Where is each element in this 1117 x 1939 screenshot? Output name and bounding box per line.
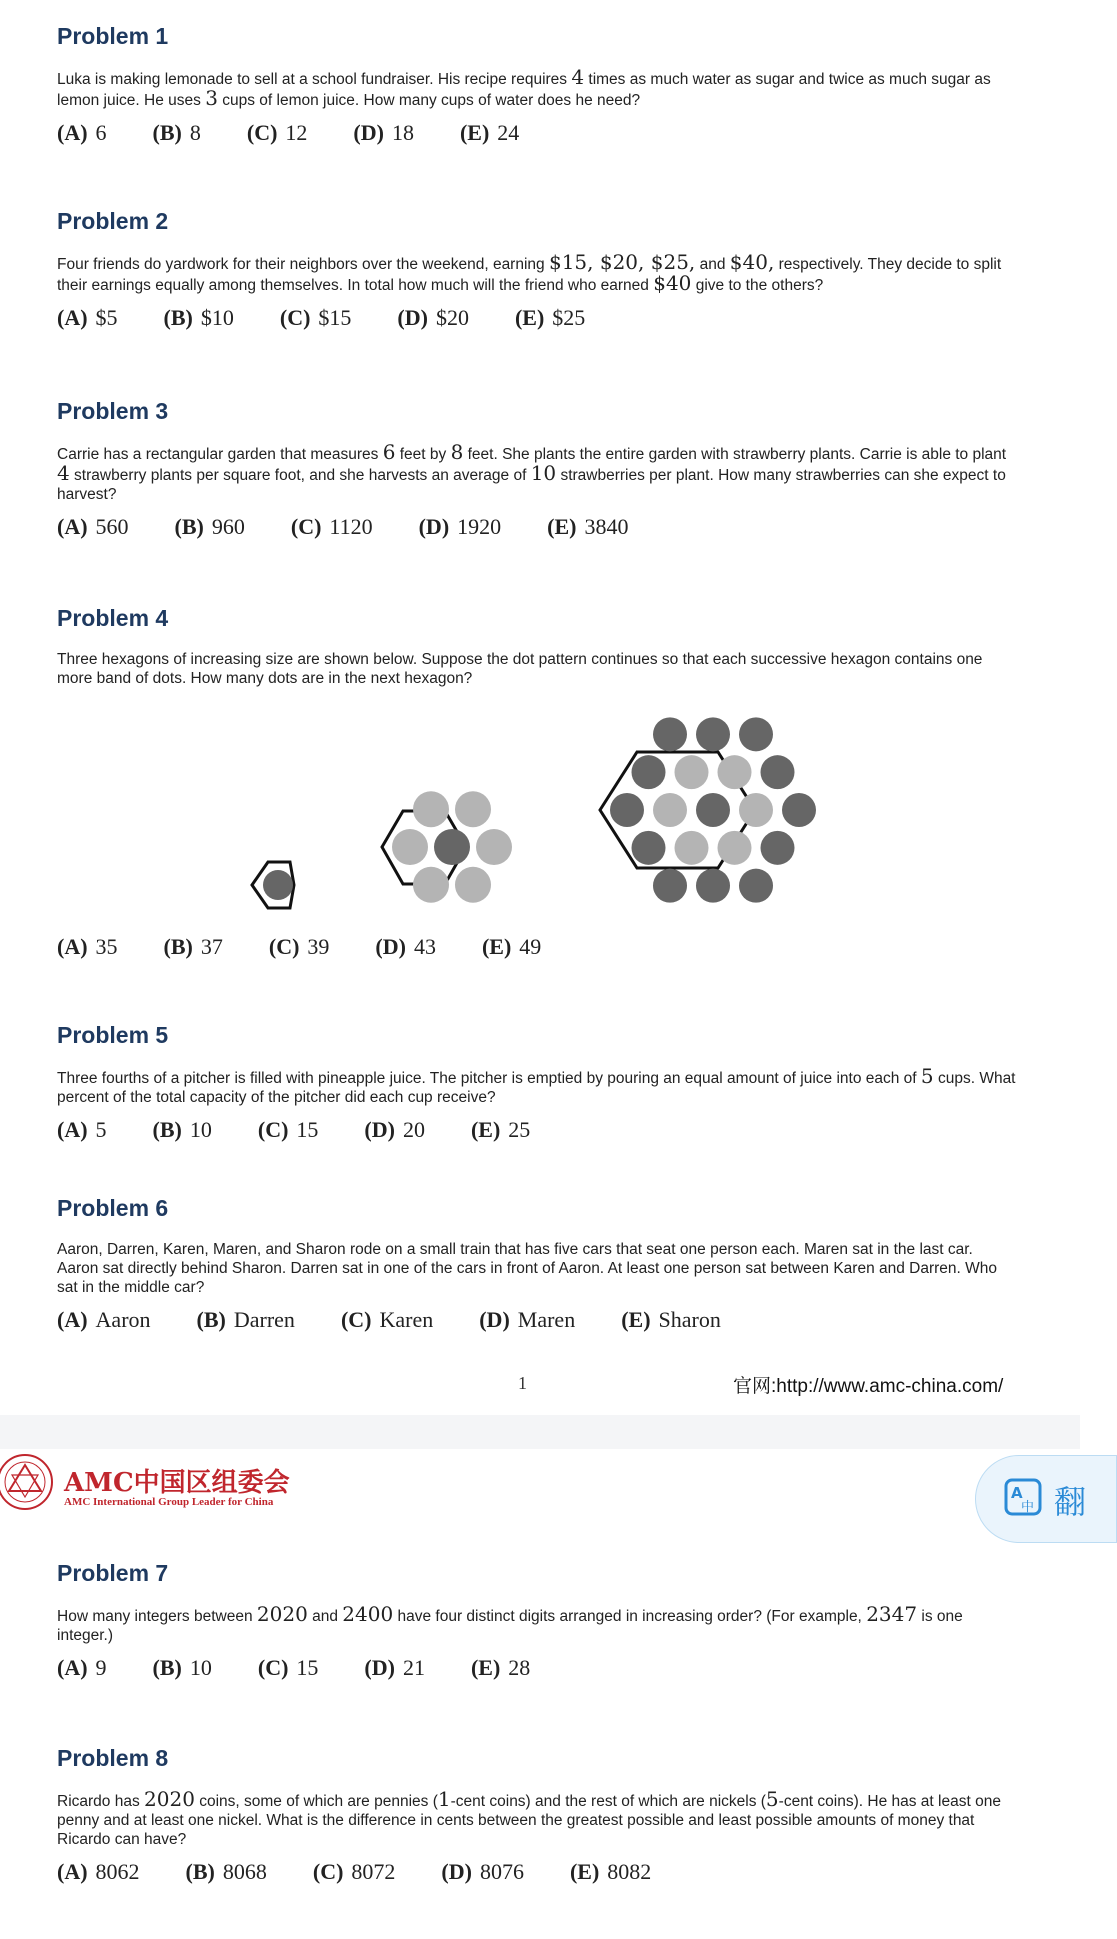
- math-value: 2020: [256, 1602, 308, 1626]
- choice-letter: (A): [57, 1117, 88, 1142]
- answer-choice[interactable]: [164, 305, 234, 331]
- choice-letter: (A): [57, 934, 88, 959]
- choice-value: 35: [95, 934, 118, 959]
- answer-choice[interactable]: [197, 1307, 295, 1333]
- choice-letter: (D): [397, 305, 428, 330]
- math-value: $40: [653, 271, 692, 295]
- answer-choice[interactable]: [247, 120, 308, 146]
- problem-text: Three fourths of a pitcher is filled with pineapple juice. The pitcher is emptied by pouring an equal amount of juice into each of 5 cups. What percent of the total capacity of the pitcher did each cup receive?: [57, 1064, 1016, 1106]
- choice-value: Sharon: [658, 1307, 721, 1332]
- choice-letter: (D): [364, 1655, 395, 1680]
- answer-choice[interactable]: [269, 934, 330, 960]
- choice-value: 49: [519, 934, 542, 959]
- choice-value: 1120: [329, 514, 373, 539]
- choice-letter: (E): [621, 1307, 651, 1332]
- problem-title: Problem 3: [57, 398, 169, 424]
- problem-4-choices: [57, 934, 1017, 960]
- answer-choices: [57, 1307, 1017, 1333]
- choice-value: 8068: [222, 1859, 267, 1884]
- answer-choice[interactable]: [258, 1655, 319, 1681]
- answer-choice[interactable]: [547, 514, 628, 540]
- problem-4: [57, 604, 1017, 688]
- choice-letter: (B): [152, 1655, 182, 1680]
- choice-value: 6: [95, 120, 107, 145]
- answer-choice[interactable]: [460, 120, 519, 146]
- answer-choice[interactable]: [175, 514, 245, 540]
- problem-title: Problem 8: [57, 1745, 169, 1771]
- problem-3: [57, 397, 1017, 540]
- answer-choice[interactable]: [57, 934, 118, 960]
- answer-choice[interactable]: [375, 934, 436, 960]
- choice-value: 39: [307, 934, 330, 959]
- choice-value: Aaron: [95, 1307, 151, 1332]
- choice-letter: (A): [57, 305, 88, 330]
- choice-letter: (B): [174, 514, 204, 539]
- problem-1: [57, 22, 1017, 146]
- choice-letter: (E): [459, 120, 490, 145]
- math-value: 3: [205, 86, 218, 110]
- problem-title: Problem 6: [57, 1195, 169, 1221]
- answer-choice[interactable]: [57, 1859, 140, 1885]
- answer-choice[interactable]: [57, 1655, 107, 1681]
- answer-choice[interactable]: [364, 1655, 425, 1681]
- choice-letter: (C): [268, 934, 300, 959]
- problem-8: [57, 1744, 1017, 1885]
- problem-title: Problem 5: [57, 1022, 169, 1048]
- choice-value: 15: [296, 1117, 319, 1142]
- page-number: 1: [518, 1373, 527, 1393]
- choice-letter: (C): [279, 305, 311, 330]
- translate-button[interactable]: [975, 1455, 1117, 1543]
- math-value: 5: [765, 1787, 779, 1811]
- math-value: 2400: [342, 1602, 394, 1626]
- problem-text: How many integers between 2020 and 2400 have four distinct digits arranged in increasing order? (For example, 2347 is one integer.): [57, 1602, 963, 1644]
- choice-value: 10: [189, 1117, 212, 1142]
- choice-value: $10: [200, 305, 234, 330]
- math-value: 10: [530, 461, 557, 485]
- choice-letter: (E): [470, 1655, 501, 1680]
- choice-letter: (C): [246, 120, 278, 145]
- choice-letter: (B): [185, 1859, 215, 1884]
- answer-choices: [57, 1655, 1017, 1681]
- answer-choices: [57, 934, 1017, 960]
- logo-title: AMC中国区组委会: [64, 1468, 290, 1498]
- problem-6: [57, 1194, 1017, 1333]
- answer-choice[interactable]: [570, 1859, 651, 1885]
- choice-value: 8082: [607, 1859, 652, 1884]
- answer-choices: [57, 120, 1017, 146]
- answer-choice[interactable]: [164, 934, 223, 960]
- problem-text: Four friends do yardwork for their neighbors over the weekend, earning $15, $20, $25, and $40, respectively. They decide to split their earnings equally among themselves. In total how much will the friend who earned $40 give to the others?: [57, 250, 1002, 295]
- problem-7: [57, 1559, 1017, 1681]
- choice-letter: (D): [479, 1307, 510, 1332]
- choice-letter: (D): [441, 1859, 472, 1884]
- math-value: 6: [382, 440, 396, 464]
- choice-letter: (E): [569, 1859, 600, 1884]
- choice-value: 24: [497, 120, 520, 145]
- choice-letter: (C): [257, 1117, 289, 1142]
- choice-value: 25: [508, 1117, 531, 1142]
- problem-2: [57, 207, 1017, 331]
- answer-choice[interactable]: [280, 305, 352, 331]
- choice-value: $15: [318, 305, 352, 330]
- choice-letter: (B): [163, 305, 193, 330]
- hexagon-medium: [382, 811, 466, 884]
- answer-choice[interactable]: [482, 934, 541, 960]
- answer-choice[interactable]: [153, 1655, 212, 1681]
- math-value: $40,: [729, 250, 775, 274]
- translate-icon[interactable]: [1004, 1478, 1042, 1516]
- choice-value: 8062: [95, 1859, 140, 1884]
- answer-choice[interactable]: [57, 1307, 151, 1333]
- answer-choices: [57, 1859, 1017, 1885]
- page-gap: [0, 1415, 1080, 1449]
- answer-choice[interactable]: [471, 1117, 530, 1143]
- answer-choice[interactable]: [153, 120, 201, 146]
- problem-text: Ricardo has 2020 coins, some of which are pennies (1-cent coins) and the rest of which are nickels (5-cent coins). He has at least one penny and at least one nickel. What is the difference in cents between the greatest possible and least possible amounts of money that Ricardo can have?: [57, 1787, 1001, 1848]
- choice-letter: (D): [364, 1117, 395, 1142]
- answer-choices: [57, 305, 1017, 331]
- choice-letter: (D): [353, 120, 384, 145]
- choice-letter: (B): [163, 934, 193, 959]
- answer-choice[interactable]: [291, 514, 373, 540]
- choice-letter: (A): [57, 1307, 88, 1332]
- answer-choice[interactable]: [153, 1117, 212, 1143]
- choice-value: 9: [95, 1655, 107, 1680]
- math-value: 8: [450, 440, 464, 464]
- answer-choice[interactable]: [57, 120, 107, 146]
- svg-text:A: A: [1011, 1484, 1023, 1502]
- choice-value: 12: [285, 120, 308, 145]
- answer-choice[interactable]: [364, 1117, 425, 1143]
- math-value: 4: [57, 461, 70, 485]
- choice-letter: (C): [340, 1307, 372, 1332]
- choice-letter: (E): [547, 514, 577, 539]
- choice-value: Karen: [379, 1307, 434, 1332]
- choice-value: 20: [402, 1117, 425, 1142]
- answer-choice[interactable]: [313, 1859, 396, 1885]
- choice-value: 8072: [351, 1859, 396, 1884]
- choice-letter: (E): [514, 305, 545, 330]
- choice-value: 43: [413, 934, 436, 959]
- problem-text: Carrie has a rectangular garden that measures 6 feet by 8 feet. She plants the entire garden with strawberry plants. Carrie is able to plant 4 strawberry plants per square foot, and she harvests an average of 10 strawberries per plant. How many strawberries can she expect to harvest?: [57, 440, 1007, 503]
- choice-value: Darren: [233, 1307, 295, 1332]
- answer-choice[interactable]: [441, 1859, 524, 1885]
- choice-value: 37: [200, 934, 223, 959]
- choice-letter: (B): [152, 1117, 182, 1142]
- choice-value: $20: [435, 305, 469, 330]
- answer-choice[interactable]: [515, 305, 585, 331]
- math-value: 2347: [866, 1602, 918, 1626]
- choice-value: Maren: [517, 1307, 576, 1332]
- choice-letter: (B): [196, 1307, 226, 1332]
- answer-choice[interactable]: [341, 1307, 433, 1333]
- math-value: 1: [437, 1787, 451, 1811]
- problem-text: Aaron, Darren, Karen, Maren, and Sharon rode on a small train that has five cars that seat one person each. Maren sat in the last car. Aaron sat directly behind Sharon. Darren sat in one of the cars in front of Aaron. At least one person sat between Karen and Darren. Who sat in the middle car?: [57, 1241, 998, 1296]
- choice-value: 560: [95, 514, 129, 539]
- website-link[interactable]: 官网:http://www.amc-china.com/: [733, 1376, 1004, 1397]
- answer-choice[interactable]: [57, 305, 118, 331]
- hexagon-large: [600, 752, 755, 868]
- choice-value: 8076: [479, 1859, 524, 1884]
- choice-value: $5: [95, 305, 118, 330]
- answer-choice[interactable]: [397, 305, 469, 331]
- problem-text: Three hexagons of increasing size are shown below. Suppose the dot pattern continues so that each successive hexagon contains one more band of dots. How many dots are in the next hexagon?: [57, 651, 983, 687]
- problem-5: [57, 1021, 1017, 1143]
- choice-value: 8: [189, 120, 201, 145]
- choice-letter: (B): [152, 120, 182, 145]
- answer-choice[interactable]: [57, 514, 129, 540]
- choice-letter: (E): [470, 1117, 501, 1142]
- choice-value: 10: [189, 1655, 212, 1680]
- choice-value: 3840: [584, 514, 629, 539]
- answer-choices: [57, 514, 1017, 540]
- choice-letter: (A): [57, 1859, 88, 1884]
- svg-text:中: 中: [1021, 1500, 1035, 1515]
- choice-letter: (D): [418, 514, 450, 539]
- logo-subtitle: AMC International Group Leader for China: [64, 1496, 274, 1508]
- choice-letter: (A): [57, 514, 88, 539]
- math-value: 4: [571, 65, 585, 89]
- translate-label[interactable]: 翻: [1054, 1483, 1087, 1521]
- problem-title: Problem 2: [57, 208, 169, 234]
- choice-letter: (E): [481, 934, 512, 959]
- problem-title: Problem 4: [57, 605, 169, 631]
- answer-choice[interactable]: [57, 1117, 107, 1143]
- hexagon-dot-figure: [240, 705, 840, 915]
- answer-choice[interactable]: [419, 514, 502, 540]
- choice-letter: (A): [57, 120, 88, 145]
- choice-letter: (C): [290, 514, 322, 539]
- answer-choice[interactable]: [479, 1307, 575, 1333]
- answer-choice[interactable]: [621, 1307, 721, 1333]
- choice-value: 960: [211, 514, 245, 539]
- answer-choice[interactable]: [353, 120, 414, 146]
- answer-choice[interactable]: [186, 1859, 267, 1885]
- problem-title: Problem 1: [57, 23, 169, 49]
- math-value: 2020: [144, 1787, 195, 1811]
- problem-title: Problem 7: [57, 1560, 169, 1586]
- choice-value: 18: [391, 120, 414, 145]
- choice-letter: (C): [257, 1655, 289, 1680]
- answer-choices: [57, 1117, 1017, 1143]
- choice-value: 28: [508, 1655, 531, 1680]
- choice-value: 21: [402, 1655, 425, 1680]
- choice-letter: (A): [57, 1655, 88, 1680]
- math-value: $15, $20, $25,: [548, 250, 696, 274]
- answer-choice[interactable]: [471, 1655, 530, 1681]
- choice-value: $25: [552, 305, 586, 330]
- choice-value: 1920: [457, 514, 502, 539]
- choice-value: 5: [95, 1117, 107, 1142]
- choice-value: 15: [296, 1655, 319, 1680]
- math-value: 5: [920, 1064, 934, 1088]
- answer-choice[interactable]: [258, 1117, 319, 1143]
- choice-letter: (D): [375, 934, 406, 959]
- choice-letter: (C): [312, 1859, 344, 1884]
- problem-text: Luka is making lemonade to sell at a school fundraiser. His recipe requires 4 times as much water as sugar and twice as much sugar as lemon juice. He uses 3 cups of lemon juice. How many cups of water does he need?: [57, 65, 991, 110]
- hexagon-small: [252, 862, 294, 908]
